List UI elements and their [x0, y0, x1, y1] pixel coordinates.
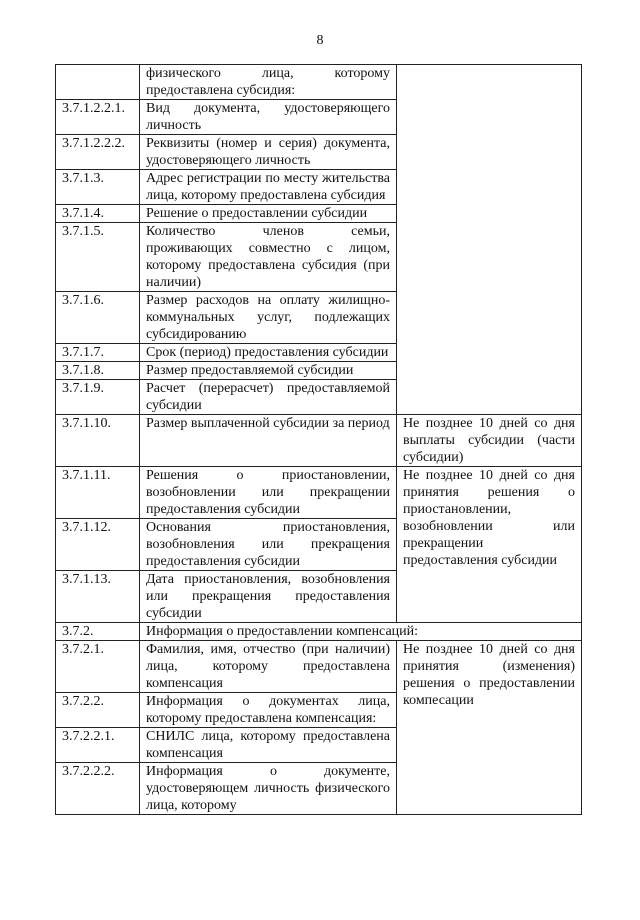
row-number: 3.7.1.2.2.2. [56, 135, 140, 170]
row-number: 3.7.1.7. [56, 344, 140, 362]
row-number: 3.7.2.2.1. [56, 728, 140, 763]
table-row [56, 641, 582, 693]
row-number [56, 65, 140, 100]
row-term: Не позднее 10 дней со дня выплаты субсидии (части субсидии) [397, 415, 582, 467]
row-description: Решение о предоставлении субсидии [140, 205, 397, 223]
table-row [56, 415, 582, 467]
row-description: Вид документа, удостоверяющего личность [140, 100, 397, 135]
row-number: 3.7.1.3. [56, 170, 140, 205]
row-description: Размер выплаченной субсидии за период [140, 415, 397, 467]
row-number: 3.7.2.1. [56, 641, 140, 693]
row-number: 3.7.1.10. [56, 415, 140, 467]
row-description: Срок (период) предоставления субсидии [140, 344, 397, 362]
row-description: СНИЛС лица, которому предоставлена компенсация [140, 728, 397, 763]
table-row [56, 623, 582, 641]
row-number: 3.7.1.12. [56, 519, 140, 571]
row-number: 3.7.1.11. [56, 467, 140, 519]
row-description: Фамилия, имя, отчество (при наличии) лица, которому предоставлена компенсация [140, 641, 397, 693]
row-number: 3.7.1.5. [56, 223, 140, 292]
term-cell-empty [397, 65, 582, 415]
row-number: 3.7.1.2.2.1. [56, 100, 140, 135]
table-row [56, 65, 582, 100]
row-number: 3.7.1.6. [56, 292, 140, 344]
row-number: 3.7.2. [56, 623, 140, 641]
row-description: Информация о документе, удостоверяющем личность физического лица, которому [140, 763, 397, 815]
row-description: физического лица, которому предоставлена субсидия: [140, 65, 397, 100]
row-number: 3.7.1.13. [56, 571, 140, 623]
row-description: Реквизиты (номер и серия) документа, удостоверяющего личность [140, 135, 397, 170]
row-number: 3.7.1.8. [56, 362, 140, 380]
document-table [55, 64, 582, 815]
row-description: Решения о приостановлении, возобновлении или прекращении предоставления субсидии [140, 467, 397, 519]
row-description: Адрес регистрации по месту жительства лица, которому предоставлена субсидия [140, 170, 397, 205]
row-description: Размер предоставляемой субсидии [140, 362, 397, 380]
row-description: Информация о предоставлении компенсаций: [140, 623, 582, 641]
row-term: Не позднее 10 дней со дня принятия решения о приостановлении, возобновлении или прекращении предоставления субсидии [397, 467, 582, 623]
row-number: 3.7.2.2. [56, 693, 140, 728]
row-number: 3.7.1.9. [56, 380, 140, 415]
table-row [56, 467, 582, 519]
row-description: Расчет (перерасчет) предоставляемой субсидии [140, 380, 397, 415]
row-number: 3.7.2.2.2. [56, 763, 140, 815]
row-description: Размер расходов на оплату жилищно-коммунальных услуг, подлежащих субсидированию [140, 292, 397, 344]
row-number: 3.7.1.4. [56, 205, 140, 223]
row-description: Количество членов семьи, проживающих совместно с лицом, которому предоставлена субсидия (при наличии) [140, 223, 397, 292]
row-description: Дата приостановления, возобновления или прекращения предоставления субсидии [140, 571, 397, 623]
row-description: Основания приостановления, возобновления или прекращения предоставления субсидии [140, 519, 397, 571]
page-number: 8 [316, 33, 324, 48]
row-description: Информация о документах лица, которому предоставлена компенсация: [140, 693, 397, 728]
row-term: Не позднее 10 дней со дня принятия (изменения) решения о предоставлении компесации [397, 641, 582, 815]
